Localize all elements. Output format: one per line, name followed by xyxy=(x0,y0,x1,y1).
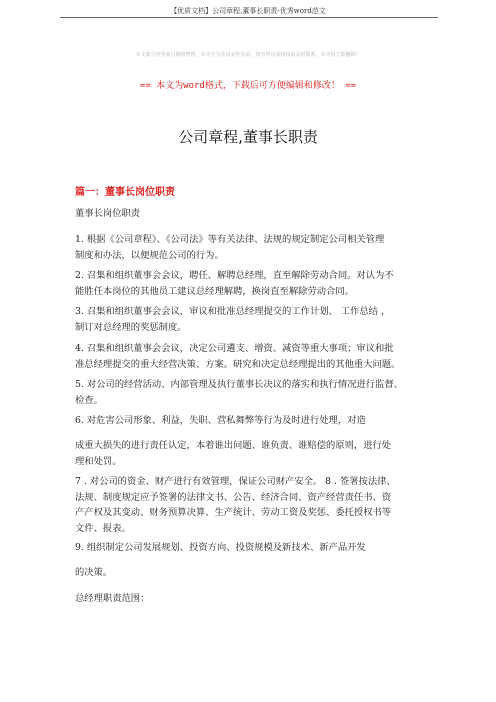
format-notice: == 本文为word格式，下载后可方便编辑和修改！ == xyxy=(139,81,357,91)
paragraph-line: 3. 召集和组织董事会会议，审议和批准总经理提交的工作计划、 工作总结 ， xyxy=(75,306,391,317)
paragraph-line: 1. 根据《公司章程》、《公司法》等有关法律、法规的规定制定公司相关管理 xyxy=(75,234,385,245)
paragraph-line: 5. 对公司的经营活动、内部管理及执行董事长决议的落实和执行情况进行监督、 xyxy=(75,379,403,390)
paragraph-line: 文件、报表。 xyxy=(75,522,131,534)
document-title: 公司章程,董事长职责 xyxy=(178,128,318,146)
section-heading: 篇一：董事长岗位职责 xyxy=(75,187,175,198)
paragraph-line: 董事长岗位职责 xyxy=(75,208,141,219)
paragraph-line: 能胜任本岗位的其他员工建议总经理解聘，换岗直至解除劳动合同。 xyxy=(75,285,354,297)
paragraph-line: 准总经理提交的重大经营决策、方案。研究和决定总经理提出的其他重大问题。 xyxy=(75,358,401,370)
paragraph-line: 2. 召集和组织董事会会议，聘任、解聘总经理，直至解除劳动合同。对认为不 xyxy=(75,270,394,281)
paragraph-line: 9. 组织制定公司发展规划、投资方向、投资规模及新技术、新产品开发 xyxy=(75,542,366,553)
paragraph-line: 产产权及其变动、财务预算决算、生产统计、劳动工资及奖惩、委托授权书等 xyxy=(75,507,392,518)
paragraph xyxy=(75,268,435,299)
page-header: 【优质文档】公司章程,董事长职责-优秀word范文 xyxy=(170,7,326,15)
paragraph-line: 制订对总经理的奖惩制度。 xyxy=(75,321,187,333)
paragraph-line: 制度和办法，以便规范公司的行为。 xyxy=(75,249,224,261)
paragraph-line: 7 . 对公司的资金、财产进行有效管理，保证公司财产安全。 8 . 签署按法律、 xyxy=(75,476,396,487)
paragraph-line: 4. 召集和组织董事会会议，决定公司遴支、增资、减资等重大事项；审议和批 xyxy=(75,343,394,354)
paragraph xyxy=(75,591,435,607)
paragraph-line: 总经理职责范围： xyxy=(75,593,150,604)
paragraph-line: 理和处罚。 xyxy=(75,455,122,467)
paragraph xyxy=(75,413,435,429)
paragraph xyxy=(75,341,435,372)
paragraph-line: 6. 对危害公司形象、利益，失职、营私舞弊等行为及时进行处理，对造 xyxy=(75,415,366,426)
paragraph-line: 成重大损失的进行责任认定，本着谁出问题、谁负责、谁赔偿的原则，进行处 xyxy=(75,440,392,451)
paragraph-line: 检查。 xyxy=(75,394,103,406)
paragraph xyxy=(75,232,435,263)
paragraph xyxy=(75,377,435,408)
paragraph xyxy=(75,304,435,335)
paragraph xyxy=(75,474,435,536)
disclaimer-text: 本文部分内容来自网络整理，本司不为其真实性负责，如有异议或侵权请及时联系，本司将立即删除！ xyxy=(135,52,361,58)
paragraph-line: 法规、制度规定应予签署的法律文书、公告、经济合同、资产经营责任书、资 xyxy=(75,491,392,503)
header-divider xyxy=(60,17,438,18)
paragraph xyxy=(75,438,435,469)
paragraph-line: 的决策。 xyxy=(75,567,113,578)
paragraph xyxy=(75,565,435,581)
paragraph xyxy=(75,540,435,556)
paragraph xyxy=(75,206,435,222)
